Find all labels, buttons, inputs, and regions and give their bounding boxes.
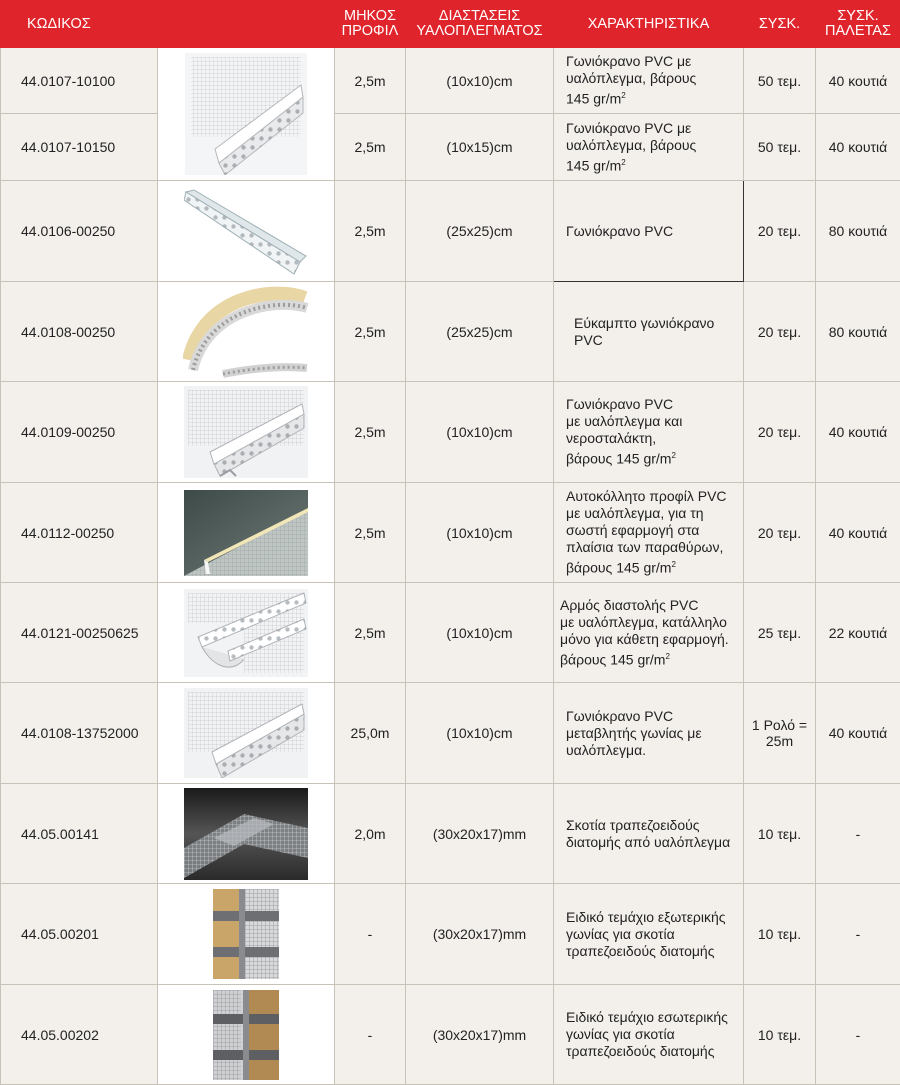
- product-code: 44.0108-00250: [1, 282, 158, 382]
- expansion-joint-icon: [184, 589, 308, 677]
- product-description: Γωνιόκρανο PVC με υαλόπλεγμα και νεροσταλάκτη, βάρους 145 $gr/m^2$: [554, 382, 744, 483]
- trapezoid-groove-icon: [184, 788, 308, 880]
- product-description: Εύκαμπτο γωνιόκρανο PVC: [554, 282, 744, 382]
- mesh-dimensions: (30x20x17)mm: [406, 784, 554, 884]
- drip-edge-profile-icon: [184, 386, 308, 478]
- variable-angle-profile-icon: [184, 688, 308, 778]
- package-qty: 25 τεμ.: [744, 583, 816, 683]
- package-qty: 50 τεμ.: [744, 48, 816, 114]
- product-code: 44.0107-10150: [1, 114, 158, 181]
- product-image: [158, 884, 335, 985]
- pallet-qty: -: [816, 884, 900, 985]
- product-description: Γωνιόκρανο PVC: [554, 181, 744, 282]
- product-code: 44.0121-00250625: [1, 583, 158, 683]
- flexible-arch-profile-icon: [183, 286, 309, 378]
- product-code: 44.05.00202: [1, 985, 158, 1085]
- pallet-qty: 80 κουτιά: [816, 282, 900, 382]
- package-qty: 1 Ρολό = 25m: [744, 683, 816, 784]
- product-image: [158, 784, 335, 884]
- package-qty: 10 τεμ.: [744, 884, 816, 985]
- table-row: [1, 181, 900, 282]
- product-image: [158, 483, 335, 583]
- product-description: Σκοτία τραπεζοειδούς διατομής από υαλόπλεγμα: [554, 784, 744, 884]
- table-row: [1, 985, 900, 1085]
- profile-length: -: [335, 884, 406, 985]
- product-code: 44.0107-10100: [1, 48, 158, 114]
- package-qty: 10 τεμ.: [744, 985, 816, 1085]
- product-image: [158, 282, 335, 382]
- pallet-qty: 40 κουτιά: [816, 483, 900, 583]
- corner-mesh-profile-icon: [185, 53, 307, 175]
- product-description: Γωνιόκρανο PVC με υαλόπλεγμα, βάρους 145 $gr/m^2$: [554, 114, 744, 181]
- package-qty: 50 τεμ.: [744, 114, 816, 181]
- pallet-qty: 40 κουτιά: [816, 114, 900, 181]
- product-description: Γωνιόκρανο PVC μεταβλητής γωνίας με υαλόπλεγμα.: [554, 683, 744, 784]
- package-qty: 20 τεμ.: [744, 382, 816, 483]
- mesh-dimensions: (10x10)cm: [406, 382, 554, 483]
- table-row: [1, 483, 900, 583]
- mesh-dimensions: (10x10)cm: [406, 48, 554, 114]
- package-qty: 20 τεμ.: [744, 181, 816, 282]
- profile-length: 2,5m: [335, 382, 406, 483]
- product-description: Ειδικό τεμάχιο εσωτερικής γωνίας για σκοτία τραπεζοειδούς διατομής: [554, 985, 744, 1085]
- profile-length: 2,5m: [335, 583, 406, 683]
- product-image: [158, 382, 335, 483]
- product-code: 44.0109-00250: [1, 382, 158, 483]
- product-image: [158, 181, 335, 282]
- product-description: Γωνιόκρανο PVC με υαλόπλεγμα, βάρους 145 $gr/m^2$: [554, 48, 744, 114]
- profile-length: 2,5m: [335, 114, 406, 181]
- mesh-dimensions: (10x10)cm: [406, 683, 554, 784]
- pallet-qty: -: [816, 985, 900, 1085]
- profile-length: 2,0m: [335, 784, 406, 884]
- pallet-qty: 22 κουτιά: [816, 583, 900, 683]
- external-corner-piece-icon: [213, 889, 279, 979]
- header-dims: ΔΙΑΣΤΑΣΕΙΣ ΥΑΛΟΠΛΕΓΜΑΤΟΣ: [406, 1, 554, 48]
- product-code: 44.0106-00250: [1, 181, 158, 282]
- header-length: ΜΗΚΟΣ ΠΡΟΦΙΛ: [335, 1, 406, 48]
- mesh-dimensions: (10x10)cm: [406, 583, 554, 683]
- profile-length: 2,5m: [335, 282, 406, 382]
- internal-corner-piece-icon: [213, 990, 279, 1080]
- profile-length: 2,5m: [335, 48, 406, 114]
- mesh-dimensions: (30x20x17)mm: [406, 985, 554, 1085]
- pallet-qty: 40 κουτιά: [816, 48, 900, 114]
- mesh-dimensions: (25x25)cm: [406, 181, 554, 282]
- table-row: [1, 382, 900, 483]
- package-qty: 10 τεμ.: [744, 784, 816, 884]
- product-image: [158, 683, 335, 784]
- header-pack: ΣΥΣΚ.: [744, 1, 816, 48]
- product-image: [158, 48, 335, 181]
- header-image: [158, 1, 335, 48]
- table-row: [1, 282, 900, 382]
- header-code: ΚΩΔΙΚΟΣ: [1, 1, 158, 48]
- profile-length: 25,0m: [335, 683, 406, 784]
- product-code: 44.0108-13752000: [1, 683, 158, 784]
- pallet-qty: 40 κουτιά: [816, 683, 900, 784]
- pallet-qty: 80 κουτιά: [816, 181, 900, 282]
- product-description: Αρμός διαστολής PVC με υαλόπλεγμα, κατάλληλο μόνο για κάθετη εφαρμογή. βάρους 145 $gr/m^2$: [554, 583, 744, 683]
- product-description: Ειδικό τεμάχιο εξωτερικής γωνίας για σκοτία τραπεζοειδούς διατομής: [554, 884, 744, 985]
- table-row: [1, 884, 900, 985]
- pallet-qty: -: [816, 784, 900, 884]
- product-code: 44.05.00201: [1, 884, 158, 985]
- mesh-dimensions: (30x20x17)mm: [406, 884, 554, 985]
- product-image: [158, 985, 335, 1085]
- pallet-qty: 40 κουτιά: [816, 382, 900, 483]
- table-row: [1, 583, 900, 683]
- profile-length: 2,5m: [335, 181, 406, 282]
- header-features: ΧΑΡΑΚΤΗΡΙΣΤΙΚΑ: [554, 1, 744, 48]
- product-image: [158, 583, 335, 683]
- table-row: [1, 48, 900, 114]
- product-code: 44.0112-00250: [1, 483, 158, 583]
- profile-length: 2,5m: [335, 483, 406, 583]
- table-row: [1, 784, 900, 884]
- perforated-angle-icon: [184, 186, 308, 276]
- window-profile-icon: [184, 490, 308, 576]
- package-qty: 20 τεμ.: [744, 282, 816, 382]
- profile-length: -: [335, 985, 406, 1085]
- product-code: 44.05.00141: [1, 784, 158, 884]
- mesh-dimensions: (10x15)cm: [406, 114, 554, 181]
- table-header: [1, 1, 900, 48]
- header-pallet: ΣΥΣΚ. ΠΑΛΕΤΑΣ: [816, 1, 900, 48]
- product-description: Αυτοκόλλητο προφίλ PVC με υαλόπλεγμα, για τη σωστή εφαρμογή στα πλαίσια των παραθύρων, βάρους 145 $gr/m^2$: [554, 483, 744, 583]
- table-row: [1, 683, 900, 784]
- mesh-dimensions: (10x10)cm: [406, 483, 554, 583]
- package-qty: 20 τεμ.: [744, 483, 816, 583]
- mesh-dimensions: (25x25)cm: [406, 282, 554, 382]
- table-row: [1, 114, 900, 181]
